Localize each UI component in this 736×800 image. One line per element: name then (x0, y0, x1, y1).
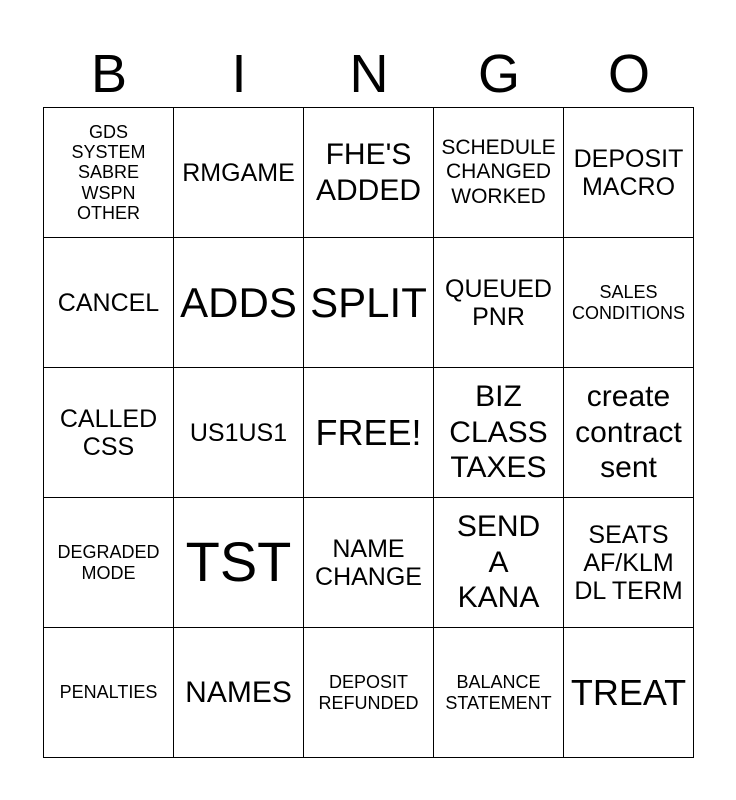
bingo-cell-r4-c3[interactable]: NAME CHANGE (304, 498, 434, 628)
bingo-cell-r3-c2[interactable]: US1US1 (174, 368, 304, 498)
bingo-cell-r1-c5[interactable]: DEPOSIT MACRO (564, 108, 694, 238)
bingo-cell-r5-c2[interactable]: NAMES (174, 628, 304, 758)
bingo-cell-r2-c5[interactable]: SALES CONDITIONS (564, 238, 694, 368)
bingo-cell-r4-c1[interactable]: DEGRADED MODE (44, 498, 174, 628)
bingo-cell-r4-c5[interactable]: SEATS AF/KLM DL TERM (564, 498, 694, 628)
header-letter-n: N (349, 44, 389, 104)
bingo-cell-r3-c5[interactable]: create contract sent (564, 368, 694, 498)
bingo-cell-r1-c4[interactable]: SCHEDULE CHANGED WORKED (434, 108, 564, 238)
bingo-cell-r5-c1[interactable]: PENALTIES (44, 628, 174, 758)
bingo-cell-r3-c4[interactable]: BIZ CLASS TAXES (434, 368, 564, 498)
bingo-cell-r5-c5[interactable]: TREAT (564, 628, 694, 758)
header-letter-g: G (477, 44, 520, 104)
bingo-cell-r5-c4[interactable]: BALANCE STATEMENT (434, 628, 564, 758)
bingo-cell-r1-c2[interactable]: RMGAME (174, 108, 304, 238)
bingo-cell-r2-c2[interactable]: ADDS (174, 238, 304, 368)
bingo-board (43, 107, 694, 758)
header-letter-o: O (607, 44, 650, 104)
bingo-cell-r2-c3[interactable]: SPLIT (304, 238, 434, 368)
bingo-cell-r2-c4[interactable]: QUEUED PNR (434, 238, 564, 368)
bingo-cell-r2-c1[interactable]: CANCEL (44, 238, 174, 368)
bingo-cell-r4-c4[interactable]: SEND A KANA (434, 498, 564, 628)
bingo-header (44, 40, 694, 108)
bingo-cell-r3-c3-free-space[interactable]: FREE! (304, 368, 434, 498)
bingo-cell-r5-c3[interactable]: DEPOSIT REFUNDED (304, 628, 434, 758)
header-letter-b: B (90, 44, 128, 104)
bingo-cell-r1-c1[interactable]: GDS SYSTEM SABRE WSPN OTHER (44, 108, 174, 238)
header-letter-i: I (231, 44, 247, 104)
bingo-cell-r4-c2[interactable]: TST (174, 498, 304, 628)
bingo-cell-r1-c3[interactable]: FHE'S ADDED (304, 108, 434, 238)
bingo-cell-r3-c1[interactable]: CALLED CSS (44, 368, 174, 498)
